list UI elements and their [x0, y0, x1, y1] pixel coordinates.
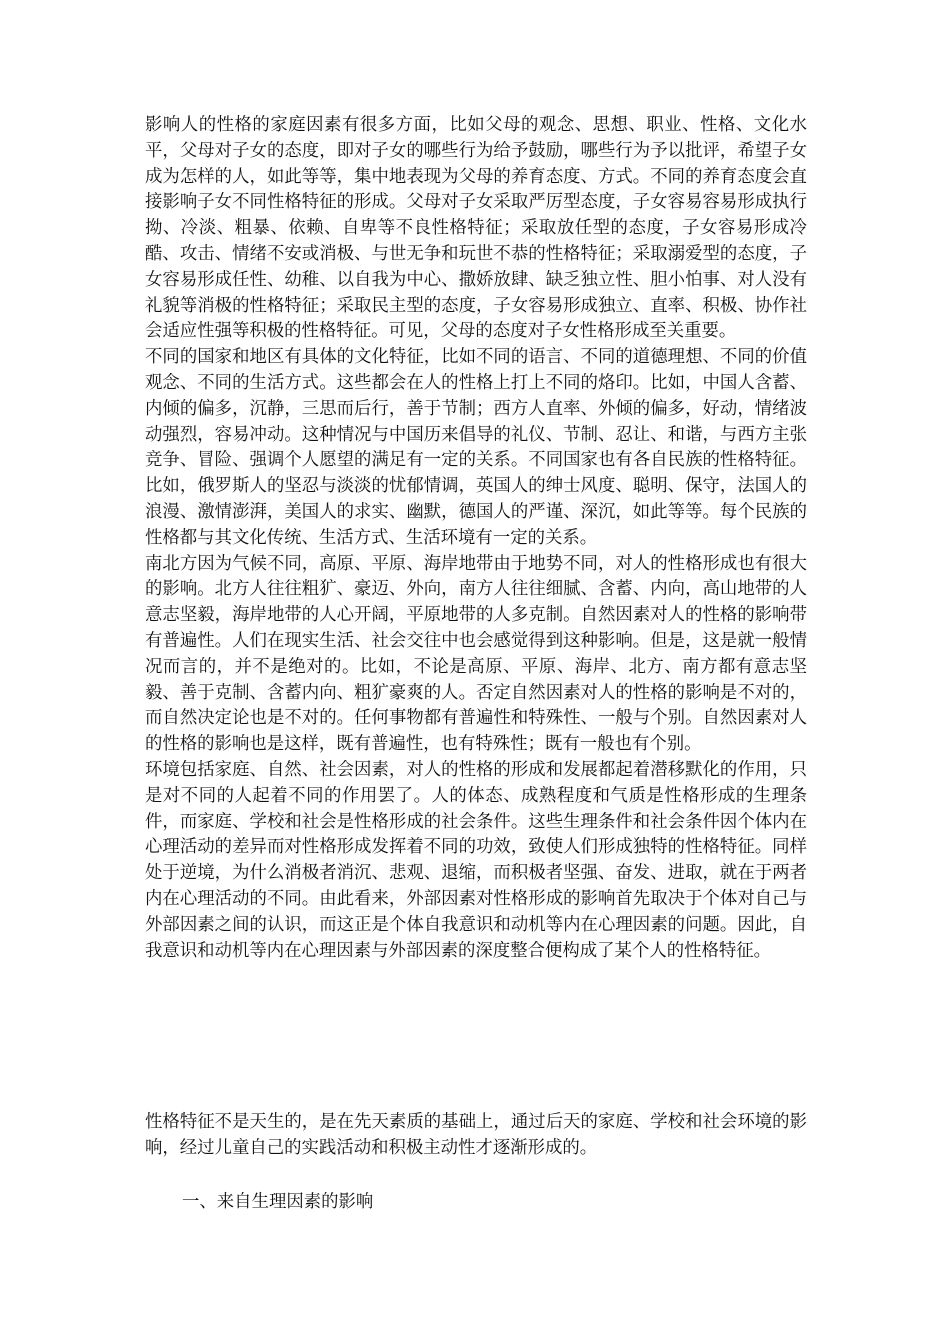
paragraph-cultural-factors: 不同的国家和地区有具体的文化特征，比如不同的语言、不同的道德理想、不同的价值观念、不同的生活方式。这些都会在人的性格上打上不同的烙印。比如，中国人含蓄、内倾的偏多，沉静，三思而后行，善于节制；西方人直率、外倾的偏多，好动，情绪波动强烈，容易冲动。这种情况与中国历来倡导的礼仪、节制、忍让、和谐，与西方主张竞争、冒险、强调个人愿望的满足有一定的关系。不同国家也有各自民族的性格特征。比如，俄罗斯人的坚忍与淡淡的忧郁情调，英国人的绅士风度、聪明、保守，法国人的浪漫、激情澎湃，美国人的求实、幽默，德国人的严谨、深沉，如此等等。每个民族的性格都与其文化传统、生活方式、生活环境有一定的关系。 [145, 347, 807, 548]
section-heading: 一、来自生理因素的影响 [182, 1192, 374, 1212]
intro-text [145, 1110, 807, 1162]
paragraph-family-factors: 影响人的性格的家庭因素有很多方面，比如父母的观念、思想、职业、性格、文化水平，父母对子女的态度，即对子女的哪些行为给予鼓励，哪些行为予以批评，希望子女成为怎样的人，如此等等，集中地表现为父母的养育态度、方式。不同的养育态度会直接影响子女不同性格特征的形成。父母对子女采取严厉型态度，子女容易容易形成执行拗、冷淡、粗暴、依赖、自卑等不良性格特征；采取放任型的态度，子女容易形成冷酷、攻击、情绪不安或消极、与世无争和玩世不恭的性格特征；采取溺爱型的态度，子女容易形成任性、幼稚、以自我为中心、撒娇放肆、缺乏独立性、胆小怕事、对人没有礼貌等消极的性格特征；采取民主型的态度，子女容易形成独立、直率、积极、协作社会适应性强等积极的性格特征。可见，父母的态度对子女性格形成至关重要。 [145, 115, 807, 342]
paragraph-character-formation: 性格特征不是天生的，是在先天素质的基础上，通过后天的家庭、学校和社会环境的影响，经过儿童自己的实践活动和积极主动性才逐渐形成的。 [145, 1112, 807, 1158]
paragraph-environment-factors: 环境包括家庭、自然、社会因素，对人的性格的形成和发展都起着潜移默化的作用，只是对不同的人起着不同的作用罢了。人的体态、成熟程度和气质是性格形成的生理条件，而家庭、学校和社会是性格形成的社会条件。这些生理条件和社会条件因个体内在心理活动的差异而对性格形成发挥着不同的功效，致使人们形成独特的性格特征。同样处于逆境，为什么消极者消沉、悲观、退缩，而积极者坚强、奋发、进取，就在于两者内在心理活动的不同。由此看来，外部因素对性格形成的影响首先取决于个体对自己与外部因素之间的认识，而这正是个体自我意识和动机等内在心理因素的问题。因此，自我意识和动机等内在心理因素与外部因素的深度整合便构成了某个人的性格特征。 [145, 759, 807, 961]
body-text [145, 113, 807, 964]
paragraph-natural-factors: 南北方因为气候不同，高原、平原、海岸地带由于地势不同，对人的性格形成也有很大的影响。北方人往往粗犷、豪迈、外向，南方人往往细腻、含蓄、内向，高山地带的人意志坚毅，海岸地带的人心开阔，平原地带的人多克制。自然因素对人的性格的影响带有普遍性。人们在现实生活、社会交往中也会感觉得到这种影响。但是，这是就一般情况而言的，并不是绝对的。比如，不论是高原、平原、海岸、北方、南方都有意志坚毅、善于克制、含蓄内向、粗犷豪爽的人。否定自然因素对人的性格的影响是不对的，而自然决定论也是不对的。任何事物都有普遍性和特殊性、一般与个别。自然因素对人的性格的影响也是这样，既有普遍性，也有特殊性；既有一般也有个别。 [145, 553, 807, 755]
